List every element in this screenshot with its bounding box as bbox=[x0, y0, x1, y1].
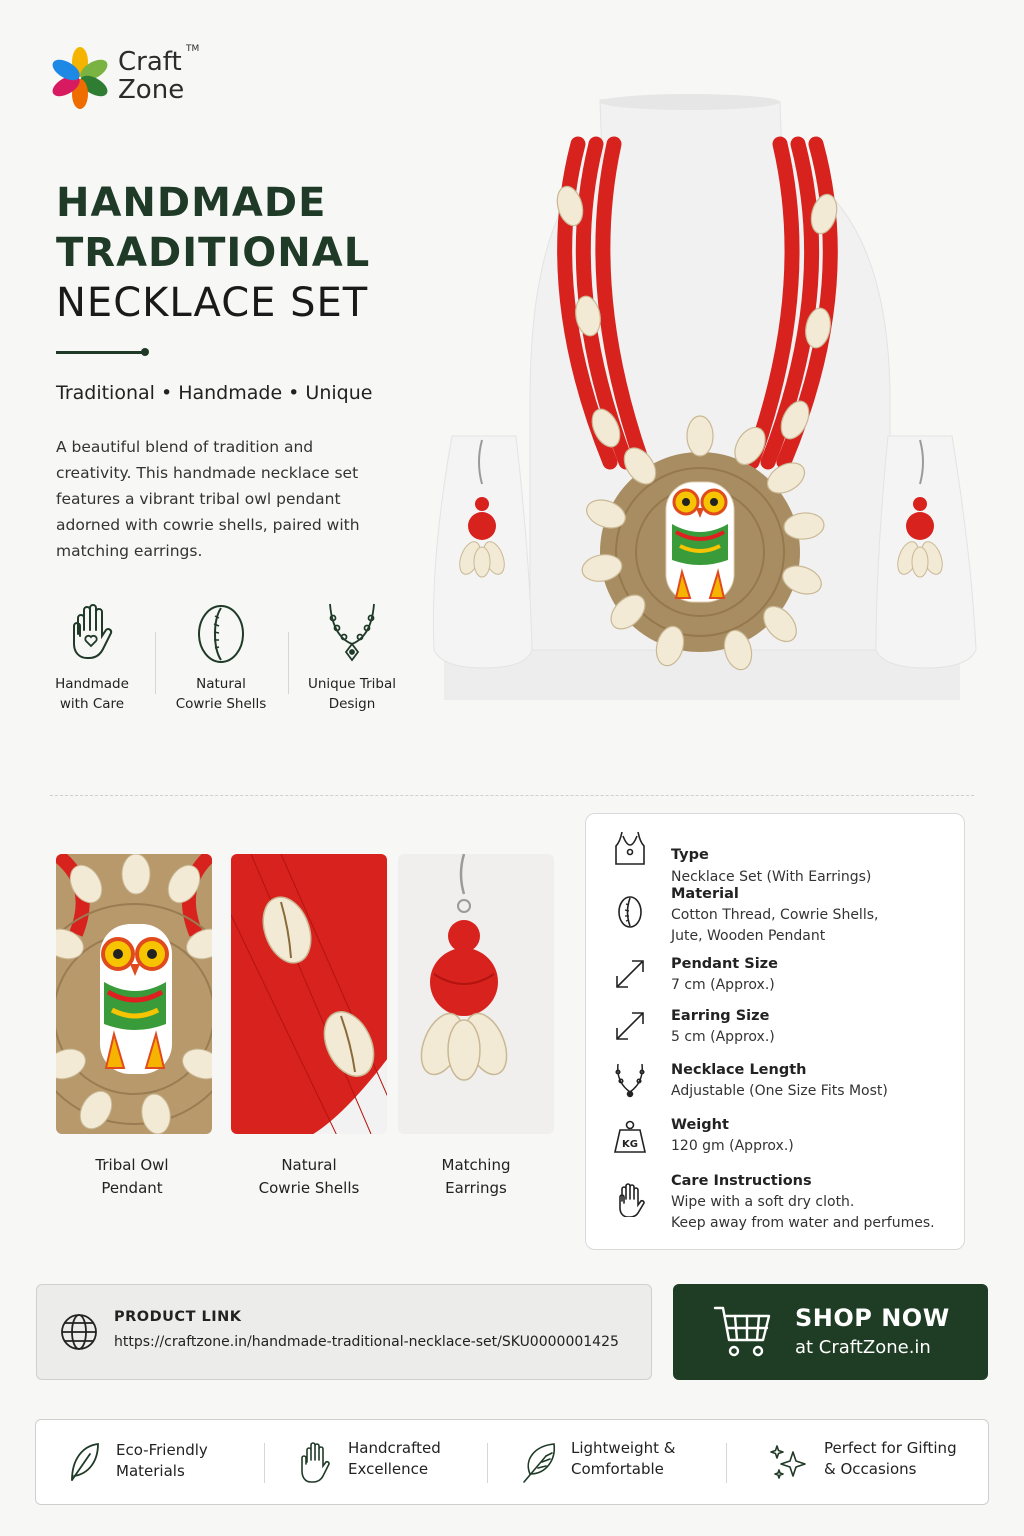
thumbnail-earrings[interactable] bbox=[398, 854, 554, 1134]
product-description: A beautiful blend of tradition and creativity. This handmade necklace set features a vibrant tribal owl pendant adorned with cowrie shells, paired with matching earrings. bbox=[56, 438, 360, 560]
feature-label: with Care bbox=[59, 696, 125, 712]
feature-label: Natural bbox=[196, 676, 246, 692]
thumbnail-caption: Natural Cowrie Shells bbox=[258, 1156, 360, 1197]
hero-product-image bbox=[420, 90, 1000, 710]
trademark: TM bbox=[186, 44, 200, 54]
benefit-eco-friendly: Eco-Friendly Materials bbox=[36, 1420, 264, 1506]
title-line-3: NECKLACE SET bbox=[56, 280, 369, 326]
feature-handmade bbox=[32, 600, 152, 714]
owl-pendant-closeup bbox=[56, 854, 212, 1134]
title-line-1: HANDMADE bbox=[56, 180, 327, 226]
product-link-title: PRODUCT LINK bbox=[114, 1309, 242, 1325]
svg-text:KG: KG bbox=[622, 1139, 638, 1150]
feature-tribal-design bbox=[292, 600, 412, 714]
title-divider-dot bbox=[141, 348, 149, 356]
feature-label: Handmade bbox=[55, 676, 129, 692]
chain-icon bbox=[612, 1062, 648, 1098]
necklace-icon bbox=[324, 600, 380, 664]
shell-icon bbox=[612, 894, 648, 930]
title-divider bbox=[56, 351, 144, 354]
feature-cowrie bbox=[161, 600, 281, 714]
feature-label: Unique Tribal bbox=[307, 676, 397, 692]
product-link-box[interactable] bbox=[36, 1284, 652, 1380]
thumbnail-caption: Matching Earrings bbox=[441, 1156, 511, 1197]
globe-icon bbox=[59, 1312, 99, 1352]
leaf-icon bbox=[66, 1440, 102, 1484]
cowrie-shell-icon bbox=[193, 600, 249, 664]
benefit-handcrafted: Handcrafted Excellence bbox=[265, 1420, 487, 1506]
benefits-bar bbox=[35, 1419, 989, 1505]
thumbnail-owl-pendant[interactable] bbox=[56, 854, 212, 1134]
resize-arrow-icon bbox=[612, 1008, 648, 1044]
hand-icon bbox=[299, 1440, 333, 1484]
sparkle-icon bbox=[767, 1440, 813, 1484]
resize-arrow-icon bbox=[612, 956, 648, 992]
owl-pendant bbox=[666, 482, 734, 602]
divider bbox=[288, 632, 289, 694]
specifications-card: Type Necklace Set (With Earrings) Material Cotton Thread, Cowrie Shells, Jute, Wooden Pendant Pendant Size 7 cm (Approx.) Earring Size 5 cm (Approx.) Necklace Length Adjustable (One Size Fits Most) KG Weight 120 gm (Approx.) Care Instructions Wipe with a soft dry cloth. Keep away from water and perfumes. bbox=[585, 813, 965, 1250]
shop-now-label: SHOP NOW bbox=[795, 1304, 950, 1332]
feature-label: Cowrie Shells bbox=[175, 696, 267, 712]
feather-icon bbox=[520, 1440, 558, 1484]
title-line-2: TRADITIONAL bbox=[56, 230, 371, 276]
hand-heart-icon bbox=[64, 600, 120, 664]
section-divider bbox=[50, 795, 974, 796]
flower-logo-icon bbox=[48, 44, 112, 110]
benefit-gifting: Perfect for Gifting & Occasions bbox=[727, 1420, 989, 1506]
shop-now-sublabel: at CraftZone.in bbox=[795, 1337, 931, 1358]
bust-icon bbox=[612, 830, 648, 866]
product-link-url[interactable]: https://craftzone.in/handmade-traditional-necklace-set/SKU0000001425 bbox=[114, 1334, 619, 1350]
thumbnail-cowrie-shells[interactable] bbox=[231, 854, 387, 1134]
benefit-lightweight: Lightweight & Comfortable bbox=[488, 1420, 726, 1506]
earring-closeup bbox=[398, 854, 554, 1134]
tagline: Traditional • Handmade • Unique bbox=[56, 382, 373, 404]
divider bbox=[155, 632, 156, 694]
shop-now-button[interactable] bbox=[673, 1284, 988, 1380]
hand-care-icon bbox=[612, 1181, 648, 1217]
thumbnail-caption: Tribal Owl Pendant bbox=[95, 1156, 169, 1197]
feature-label: Design bbox=[328, 696, 376, 712]
brand-name: Craft Zone bbox=[118, 47, 185, 105]
brand-logo[interactable] bbox=[48, 44, 218, 114]
cowrie-shells-closeup bbox=[231, 854, 387, 1134]
shopping-cart-icon bbox=[713, 1304, 773, 1360]
weight-icon bbox=[612, 1119, 648, 1155]
